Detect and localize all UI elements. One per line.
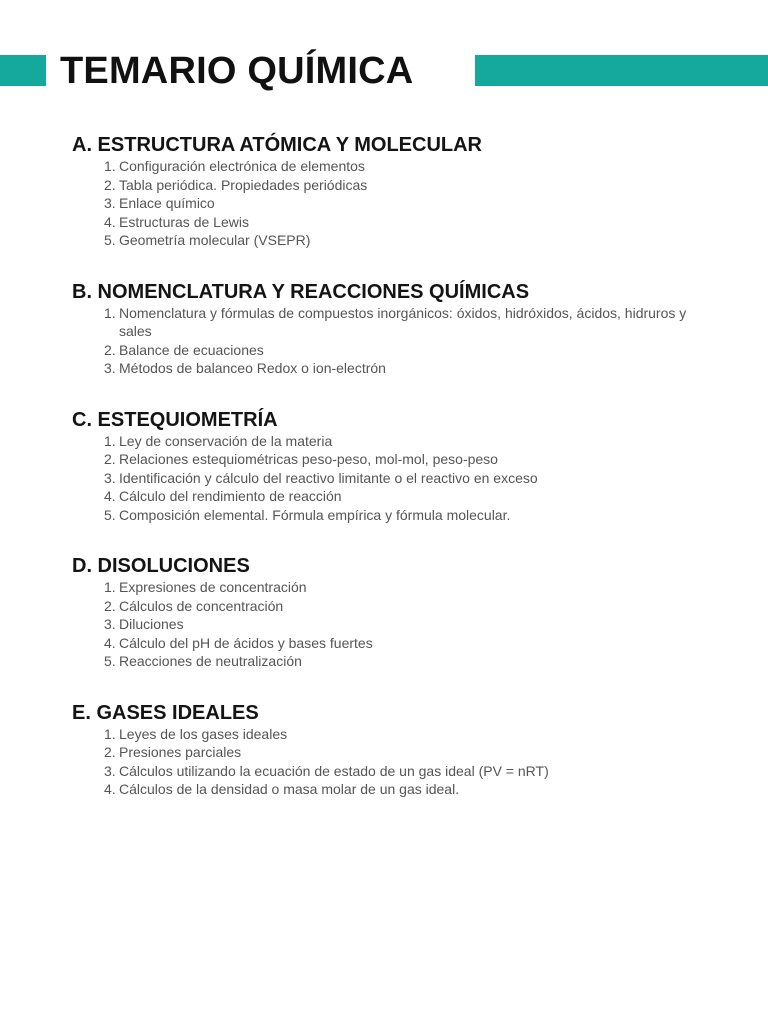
item-text: Cálculos de concentración — [119, 597, 284, 614]
section-heading: D. DISOLUCIONES — [72, 555, 250, 577]
item-text: Ley de conservación de la materia — [119, 432, 333, 449]
item-text: Composición elemental. Fórmula empírica y fórmula molecular. — [119, 506, 511, 523]
item-text: Tabla periódica. Propiedades periódicas — [119, 176, 368, 193]
item-text: Configuración electrónica de elementos — [119, 158, 365, 174]
item-number: 1. — [104, 432, 116, 449]
list-item — [104, 194, 712, 213]
topic-list — [72, 157, 712, 250]
section-heading: A. ESTRUCTURA ATÓMICA Y MOLECULAR — [72, 134, 482, 156]
section-e — [72, 701, 712, 799]
item-text: Diluciones — [119, 616, 184, 632]
topic-list — [72, 432, 712, 525]
item-number: 3. — [104, 616, 116, 632]
list-item — [104, 157, 712, 176]
item-number: 3. — [104, 469, 116, 486]
item-number: 5. — [104, 506, 116, 523]
list-item — [104, 341, 712, 360]
item-number: 2. — [104, 176, 116, 193]
list-item — [104, 597, 712, 616]
item-text: Identificación y cálculo del reactivo limitante o el reactivo en exceso — [119, 469, 538, 486]
list-item — [104, 578, 712, 597]
item-number: 1. — [104, 304, 116, 321]
item-number: 1. — [104, 725, 116, 742]
list-item — [104, 213, 712, 232]
item-number: 5. — [104, 232, 116, 248]
list-item — [104, 762, 712, 781]
section-heading: E. GASES IDEALES — [72, 701, 259, 724]
list-item — [104, 743, 712, 762]
list-item — [104, 469, 712, 488]
list-item — [104, 634, 712, 653]
item-text: Cálculos utilizando la ecuación de estado de un gas ideal (PV = nRT) — [119, 762, 549, 779]
list-item — [104, 780, 712, 799]
topic-list — [72, 725, 712, 799]
list-item — [104, 432, 712, 451]
item-text: Geometría molecular (VSEPR) — [119, 232, 311, 248]
item-number: 1. — [104, 158, 116, 174]
item-text: Presiones parciales — [119, 744, 242, 760]
list-item — [104, 652, 712, 671]
topic-list — [72, 578, 712, 671]
section-a — [72, 133, 712, 250]
item-number: 4. — [104, 634, 116, 651]
item-text: Relaciones estequiométricas peso-peso, mol-mol, peso-peso — [119, 451, 498, 467]
item-text: Nomenclatura y fórmulas de compuestos inorgánicos: óxidos, hidróxidos, ácidos, hidruros y sales — [119, 304, 687, 339]
page-title: TEMARIO QUÍMICA — [60, 50, 414, 92]
list-item — [104, 615, 712, 634]
list-item — [104, 176, 712, 195]
item-number: 1. — [104, 579, 116, 595]
accent-bar-right — [475, 55, 768, 86]
item-number: 4. — [104, 213, 116, 230]
section-c — [72, 408, 712, 525]
item-number: 4. — [104, 488, 116, 504]
topic-list — [72, 304, 712, 378]
list-item — [104, 231, 712, 250]
item-number: 3. — [104, 195, 116, 211]
item-text: Expresiones de concentración — [119, 579, 307, 595]
item-number: 5. — [104, 653, 116, 669]
list-item — [104, 359, 712, 378]
item-text: Cálculos de la densidad o masa molar de un gas ideal. — [119, 781, 460, 797]
list-item — [104, 487, 712, 506]
section-d — [72, 554, 712, 671]
item-text: Cálculo del pH de ácidos y bases fuertes — [119, 634, 373, 651]
item-text: Reacciones de neutralización — [119, 653, 302, 669]
section-heading: C. ESTEQUIOMETRÍA — [72, 408, 278, 431]
list-item — [104, 304, 712, 341]
item-number: 2. — [104, 597, 116, 614]
item-text: Métodos de balanceo Redox o ion-electrón — [119, 360, 386, 376]
item-number: 2. — [104, 341, 116, 358]
section-b — [72, 280, 712, 378]
list-item — [104, 725, 712, 744]
item-number: 3. — [104, 762, 116, 779]
item-number: 3. — [104, 360, 116, 376]
title-banner — [0, 48, 768, 96]
section-heading: B. NOMENCLATURA Y REACCIONES QUÍMICAS — [72, 280, 530, 303]
item-number: 4. — [104, 781, 116, 797]
list-item — [104, 450, 712, 469]
item-number: 2. — [104, 451, 116, 467]
item-text: Cálculo del rendimiento de reacción — [119, 488, 342, 504]
item-text: Leyes de los gases ideales — [119, 725, 288, 742]
item-text: Enlace químico — [119, 195, 215, 211]
list-item — [104, 506, 712, 525]
syllabus-content — [72, 133, 712, 829]
accent-bar-left — [0, 55, 46, 86]
item-text: Estructuras de Lewis — [119, 213, 249, 230]
item-number: 2. — [104, 744, 116, 760]
item-text: Balance de ecuaciones — [119, 341, 264, 358]
